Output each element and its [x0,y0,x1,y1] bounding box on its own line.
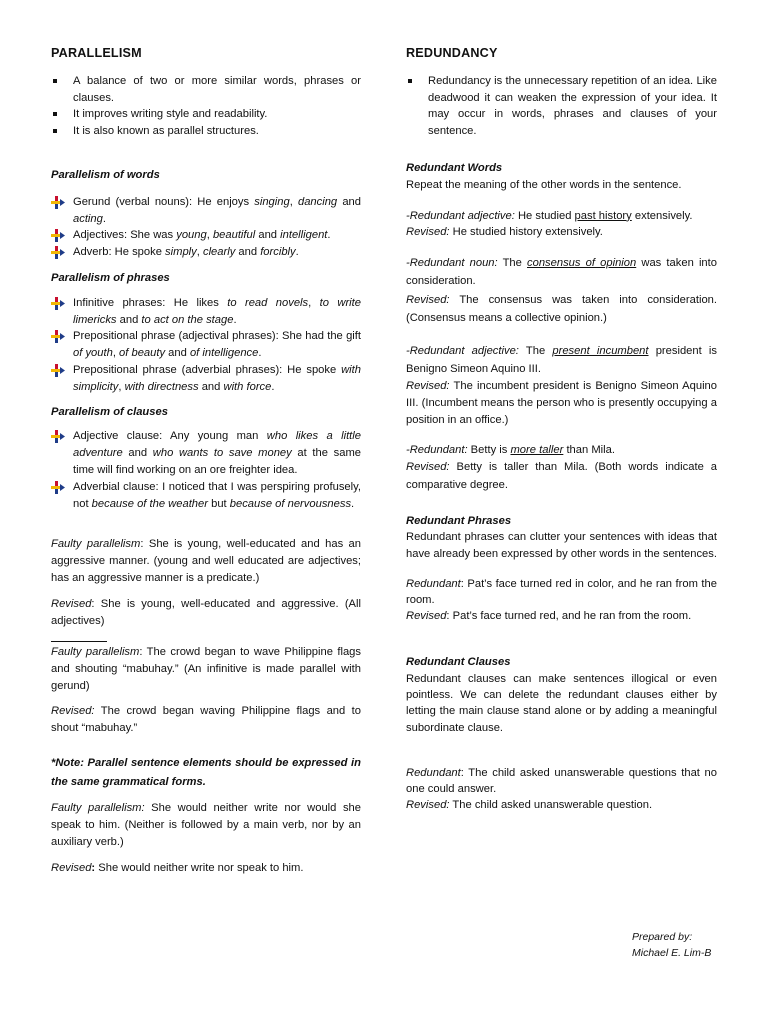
text: simply [165,246,197,259]
text: Betty is taller than Mila. (Both words indicate a comparative degree. [406,461,717,492]
text: acting [73,212,103,225]
text: and [165,347,190,360]
label: Revised: [51,704,95,717]
list-item: It is also known as parallel structures. [51,123,361,140]
text: beautiful [212,229,256,242]
parallelism-column [51,44,361,877]
text: The consensus was taken into consideration. (Consensus means a collective opinion.) [406,293,717,324]
label: Revised: [406,799,450,812]
text: with directness [124,380,199,393]
arrow-bullet-icon [51,364,65,377]
list-item: A balance of two or more similar words, phrases or clauses. [51,73,361,107]
text: , [196,246,203,259]
arrow-bullet-icon [51,246,65,259]
text: president is Benigno Simeon Aquino III. [406,344,717,375]
arrow-bullet-icon [51,196,65,209]
words-list [51,194,361,261]
text: of youth [73,347,113,360]
text: and [255,229,281,242]
underlined-text: consensus of opinion [527,257,637,270]
text: : She is young, well-educated and aggressive. (All adjectives) [51,597,361,627]
text: Prepositional phrase (adverbial phrases): He spoke [73,364,342,377]
prepared-by-label: Prepared by: [632,931,693,943]
parallelism-of-clauses-heading: Parallelism of clauses [51,405,168,418]
text: Adverb: He spoke [73,246,166,259]
text: Betty is [467,443,511,456]
redundant-example [406,442,717,459]
text: and [116,313,142,326]
list-item [51,479,361,513]
text: who wants to save money [152,447,292,460]
text: The crowd began waving Philippine flags and to shout “mabuhay.” [51,704,361,734]
underlined-text: present incumbent [552,344,649,357]
text: . [233,313,237,326]
phrases-list [51,295,361,396]
revised-example [406,608,717,625]
text: He studied [514,209,575,222]
list-item [51,362,361,396]
arrow-bullet-icon [51,481,65,494]
list-item [51,328,361,362]
redundant-example [406,765,717,797]
revised-example-3 [51,860,361,877]
label: Revised [406,610,447,623]
label: Revised [51,861,92,874]
text: and [235,246,261,259]
label: -Redundant adjective: [406,344,519,357]
text: Adjectives: She was [73,229,177,242]
clauses-list [51,428,361,512]
text: Adjective clause: Any young man [73,430,267,443]
arrow-bullet-icon [51,430,65,443]
text: : She is young, well-educated and has an aggressive manner. (young and well educated are adjectives; has an aggressive manner is a predicate.) [51,538,362,585]
text: She would neither write nor speak to him. [95,861,304,874]
text: Adverbial clause: I noticed that I was perspiring profusely, not [73,480,361,510]
redundancy-column [406,44,717,814]
label: Redundant [406,577,461,590]
underlined-text: more taller [510,443,564,456]
text: extensively. [631,209,693,222]
label: Redundant [406,766,461,779]
faulty-example-1 [51,536,361,586]
faulty-example-3 [51,800,361,850]
label: Faulty parallelism: [51,802,145,815]
text: , [118,380,125,393]
text: forcibly [260,246,296,259]
redundancy-title: REDUNDANCY [406,46,498,60]
label: -Redundant noun: [406,257,498,270]
revised-example-2 [51,703,361,737]
label: Revised [51,597,92,610]
text: who likes a little adventure [73,430,361,460]
list-item: Redundancy is the unnecessary repetition of an idea. Like deadwood it can weaken the expression of your idea. It may occur in words, phrases and clauses of your sentence. [406,73,717,140]
text: The [518,344,553,357]
author-name: Michael E. Lim-B [632,947,712,960]
label: Faulty parallelism [51,646,140,659]
text: singing [254,195,290,208]
text: because of nervousness [229,497,352,510]
redundant-example [406,576,717,608]
text: Infinitive phrases: He likes [73,296,228,309]
text: but [207,497,230,510]
parallelism-intro-list [51,73,361,140]
text: and [337,195,361,208]
text: The [497,257,528,270]
redundancy-intro-list [406,73,717,140]
note: *Note: Parallel sentence elements should be expressed in the same grammatical forms. [51,757,361,789]
text: Gerund (verbal nouns): He enjoys [73,195,255,208]
colon: : [91,861,96,874]
label: -Redundant adjective: [406,209,515,222]
text: . [258,347,262,360]
list-item [51,428,361,478]
text: : The child asked unanswerable questions that no one could answer. [406,766,717,796]
text: and [198,380,224,393]
list-item [51,194,361,228]
label: Revised: [406,293,450,306]
text: : Pat’s face turned red, and he ran from the room. [446,610,692,623]
prepared-by [632,929,711,962]
list-item [51,295,361,329]
text: of beauty [119,347,166,360]
label: Revised: [406,226,450,239]
redundant-words-heading: Redundant Words [406,162,503,175]
text: : Pat’s face turned red in color, and he ran from the room. [406,577,717,607]
text: The incumbent president is Benigno Simeon Aquino III. (Incumbent means the person who is presently occupying a position in an office.) [406,380,717,426]
text: , [112,347,120,360]
separator-line [51,641,107,642]
text: young [176,229,207,242]
arrow-bullet-icon [51,330,65,343]
text: . [351,497,355,510]
redundant-clauses-heading: Redundant Clauses [406,656,511,669]
redundant-example [406,208,717,225]
underlined-text: past history [574,209,632,222]
text: of intelligence [189,347,259,360]
text: intelligent [280,229,328,242]
parallelism-title: PARALLELISM [51,46,142,60]
list-item: It improves writing style and readability. [51,106,361,123]
text: . [102,212,106,225]
label: -Redundant: [406,443,468,456]
text: to act on the stage [141,313,234,326]
redundant-phrases-heading: Redundant Phrases [406,514,512,527]
parallelism-of-words-heading: Parallelism of words [51,169,160,182]
text: to write limericks [73,296,361,326]
revised-example [406,378,717,428]
text: She would neither write nor would she speak to him. (Neither is followed by a main verb, nor by an auxiliary verb.) [51,802,361,849]
revised-example [406,797,717,814]
text: because of the weather [91,497,208,510]
arrow-bullet-icon [51,229,65,242]
text: and [122,447,153,460]
text: . [271,380,275,393]
revised-example [406,291,717,327]
list-item [51,244,361,261]
text: clearly [202,246,236,259]
text: dancing [297,195,338,208]
label: Revised: [406,380,450,393]
label: Revised: [406,461,450,474]
text: Prepositional phrase (adjectival phrases): She had the gift [73,330,361,343]
redundant-words-desc: Repeat the meaning of the other words in the sentence. [406,178,682,191]
redundant-example [406,342,717,378]
parallelism-of-phrases-heading: Parallelism of phrases [51,272,170,285]
redundant-clauses-desc: Redundant clauses can make sentences illogical or even pointless. We can delete the redundant clauses either by letting the main clause stand alone or by adding a meaningful subordinate clause. [406,672,717,734]
arrow-bullet-icon [51,297,65,310]
revised-example [406,224,717,241]
text: with force [223,380,272,393]
text: He studied history extensively. [449,226,603,239]
revised-example-1 [51,596,361,630]
text: , [289,195,298,208]
label: Faulty parallelism [51,538,141,551]
redundant-example [406,254,717,290]
list-item [51,227,361,244]
text: at the same time will find working on an ore freighter idea. [73,447,361,477]
text: was taken into consideration. [406,257,717,288]
text: : The crowd began to wave Philippine flags and shouting “mabuhay.” (An infinitive is made parallel with gerund) [51,646,361,692]
text: . [327,229,331,242]
revised-example [406,458,717,494]
faulty-example-2 [51,644,361,694]
text: than Mila. [563,443,615,456]
text: , [206,229,213,242]
text: to read novels [227,296,309,309]
text: , [308,296,320,309]
text: with simplicity [73,364,361,393]
text: The child asked unanswerable question. [449,799,653,812]
text: . [295,246,299,259]
redundant-phrases-desc: Redundant phrases can clutter your sentences with ideas that have already been expressed by other words in the sentences. [406,531,717,560]
